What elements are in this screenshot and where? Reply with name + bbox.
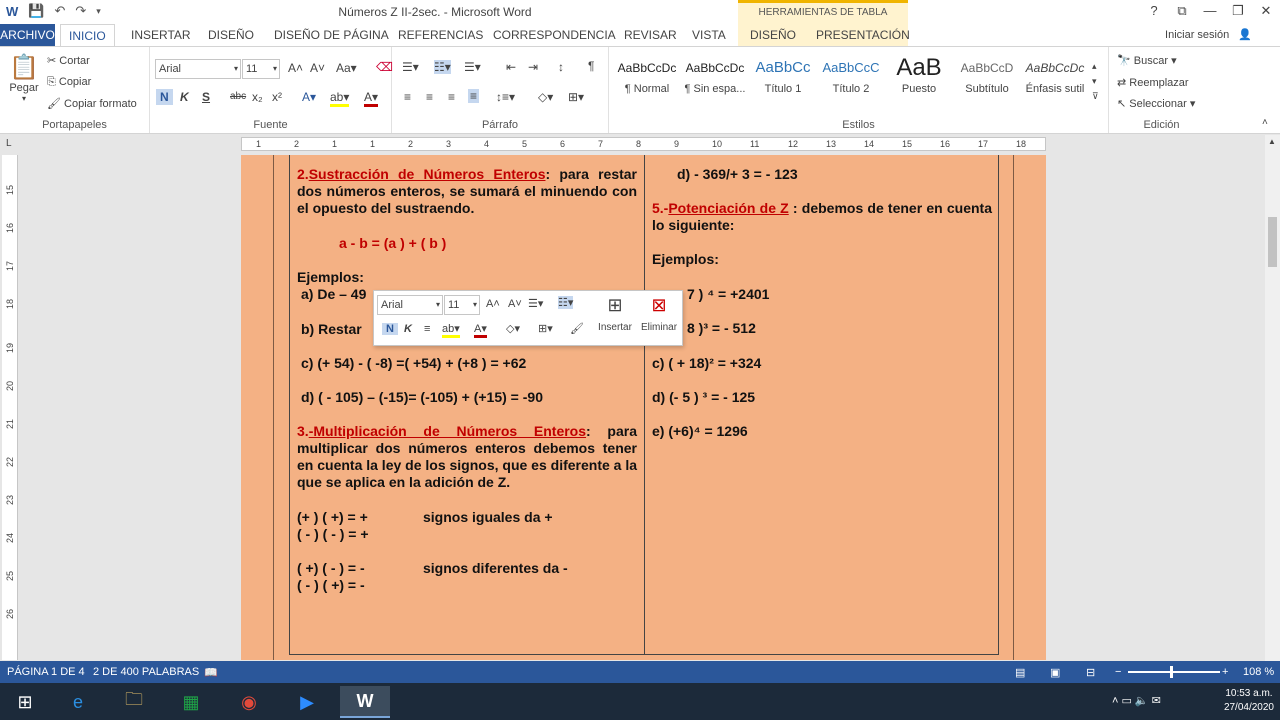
example-c[interactable]: c) (+ 54) - ( -8) =( +54) + (+8 ) = +62 — [301, 355, 527, 371]
highlight-icon[interactable]: ab▾ — [330, 90, 349, 107]
ruler-tick: 13 — [826, 139, 837, 149]
signin-link[interactable]: Iniciar sesión 👤 — [1165, 29, 1252, 41]
power-example-b[interactable]: 8 )³ = - 512 — [687, 320, 756, 336]
mini-shading-icon[interactable]: ◇▾ — [506, 323, 520, 335]
heading-multiplicacion: -Multiplicación de Números Enteros — [308, 423, 587, 439]
file-explorer-icon[interactable]: 🗀 — [125, 689, 143, 709]
vruler-tick: 19 — [5, 342, 16, 354]
shading-icon[interactable]: ◇▾ — [538, 90, 554, 104]
justify-icon[interactable]: ≡ — [470, 89, 478, 103]
chevron-down-icon: ▾ — [21, 94, 26, 103]
tab-insertar[interactable]: INSERTAR — [131, 28, 191, 42]
division-example-d[interactable]: d) - 369/+ 3 = - 123 — [677, 166, 798, 182]
column-separator[interactable] — [644, 155, 645, 655]
mini-toolbar — [373, 290, 683, 346]
power-example-d[interactable]: d) (- 5 ) ³ = - 125 — [652, 389, 756, 405]
shrink-font-icon[interactable]: A˅ — [310, 61, 326, 75]
numbering-icon[interactable]: ☷▾ — [434, 60, 451, 74]
sign-rule-equal[interactable]: signos iguales da + — [423, 509, 553, 525]
bold-button[interactable]: N — [156, 89, 173, 105]
ruler-tick: 15 — [902, 139, 913, 149]
font-color-icon[interactable]: A▾ — [364, 90, 378, 107]
table-insert-icon: ⊞ — [607, 295, 623, 315]
align-left-icon[interactable]: ≡ — [404, 90, 412, 104]
paragraph-multiplicacion[interactable]: 3.-Multiplicación de Números Enteros: para multiplicar dos números enteros debemos tener en cuenta la ley de los signos, que es diferente a la que se aplica en la adición de Z. — [297, 423, 638, 490]
proofing-icon[interactable]: 📖 — [204, 667, 218, 679]
ruler-tick: 3 — [446, 139, 452, 149]
style-normal[interactable]: AaBbCcDc ¶ Normal — [617, 61, 677, 95]
word-taskbar-icon[interactable]: W — [340, 686, 390, 718]
chevron-down-icon: ▾ — [272, 64, 277, 73]
sort-icon[interactable]: ↕ — [558, 60, 564, 74]
ruler-tick: 4 — [484, 139, 490, 149]
ruler-tick: 11 — [750, 139, 760, 149]
collapse-ribbon-icon[interactable]: ˄ — [1262, 117, 1268, 128]
vruler-tick: 22 — [5, 456, 16, 468]
vruler-tick: 25 — [5, 570, 16, 582]
select-button[interactable]: ↖ Seleccionar ▾ — [1117, 98, 1196, 110]
ruler-tick: 12 — [788, 139, 799, 149]
window-title: Números Z II-2sec. - Microsoft Word — [338, 5, 532, 19]
style-subtitulo[interactable]: AaBbCcD Subtítulo — [960, 61, 1014, 95]
grow-font-icon[interactable]: A˄ — [486, 298, 500, 310]
ribbon-tabs — [0, 24, 1280, 46]
heading-sustraccion: Sustracción de Números Enteros — [308, 166, 546, 182]
scroll-up-icon[interactable]: ▲ — [1268, 137, 1276, 146]
mini-size-combo[interactable]: 11 ▾ — [444, 295, 480, 315]
ejemplos-right[interactable]: Ejemplos: — [652, 251, 719, 267]
decrease-indent-icon[interactable]: ⇤ — [506, 60, 517, 74]
window-controls — [1140, 0, 1280, 22]
tab-diseno[interactable]: DISEÑO — [208, 28, 255, 42]
horizontal-ruler — [0, 135, 1280, 153]
document-page[interactable] — [241, 155, 1046, 660]
vruler-tick: 20 — [5, 380, 16, 392]
ruler-tick: 10 — [712, 139, 723, 149]
change-case-icon[interactable]: Aa▾ — [336, 61, 357, 75]
ribbon — [0, 46, 1280, 134]
format-painter-button[interactable]: 🖌 Copiar formato — [47, 98, 137, 110]
binoculars-icon: 🔭 — [1117, 55, 1131, 67]
zoom-out-icon[interactable]: − — [1115, 666, 1122, 678]
styles-scroll-icon[interactable]: ▴ ▾ ⊽ — [1092, 61, 1099, 101]
ruler-tick: 5 — [522, 139, 528, 149]
ruler-tick: 1 — [332, 139, 338, 149]
user-icon: 👤 — [1238, 29, 1252, 41]
ruler-track[interactable] — [241, 137, 1046, 151]
tab-referencias[interactable]: REFERENCIAS — [398, 28, 484, 42]
mini-borders-icon[interactable]: ⊞▾ — [538, 323, 553, 335]
ruler-tick: 14 — [864, 139, 875, 149]
tab-selector-icon[interactable]: L — [6, 138, 12, 149]
web-layout-icon[interactable]: ⊟ — [1086, 667, 1096, 679]
ruler-tick: 9 — [674, 139, 680, 149]
zoom-level[interactable]: 108 % — [1243, 666, 1275, 678]
tab-diseno-pagina[interactable]: DISEÑO DE PÁGINA — [274, 28, 389, 42]
paste-button[interactable]: 📋 Pegar ▾ — [9, 54, 39, 103]
example-a[interactable]: a) De – 49 — [301, 286, 367, 302]
ruler-tick: 16 — [940, 139, 951, 149]
status-bar — [0, 661, 1280, 683]
excel-icon[interactable]: ▦ — [182, 691, 200, 712]
ruler-tick: 18 — [1016, 139, 1027, 149]
power-example-e[interactable]: e) (+6)⁴ = 1296 — [652, 423, 748, 439]
mini-bold-button[interactable]: N — [382, 323, 398, 335]
style-titulo-2[interactable]: AaBbCcC Título 2 — [822, 60, 880, 95]
font-label: Fuente — [253, 119, 288, 131]
content-table[interactable] — [289, 155, 999, 655]
mini-format-painter-icon[interactable]: 🖌 — [570, 323, 584, 335]
mini-center-icon[interactable]: ≡ — [424, 323, 431, 335]
word-count[interactable]: 2 DE 400 PALABRAS — [93, 666, 200, 678]
font-group — [150, 47, 392, 133]
paragraph-sustraccion[interactable]: 2.Sustracción de Números Enteros: para restar dos números enteros, se sumará el minuendo con el opuesto del sustraendo. — [297, 166, 637, 216]
cut-button[interactable]: ✂ Cortar — [47, 55, 90, 67]
copy-icon: ⎘ — [47, 76, 56, 88]
style-enfasis-sutil[interactable]: AaBbCcDc Énfasis sutil — [1025, 61, 1085, 95]
ruler-tick: 8 — [636, 139, 642, 149]
editing-label: Edición — [1143, 119, 1180, 131]
styles-label: Estilos — [842, 119, 875, 131]
line-spacing-icon[interactable]: ↕≡▾ — [496, 90, 516, 104]
font-name-combo[interactable]: Arial ▾ — [155, 59, 241, 79]
vruler-tick: 24 — [5, 532, 16, 544]
vruler-tick: 26 — [5, 608, 16, 620]
save-icon[interactable]: 💾 — [28, 3, 45, 18]
mini-font-combo[interactable]: Arial ▾ — [377, 295, 443, 315]
text-effects-icon[interactable]: A▾ — [302, 90, 317, 104]
tab-vista[interactable]: VISTA — [692, 28, 726, 42]
heading-potenciacion: Potenciación de Z — [668, 200, 789, 216]
minimize-button[interactable]: — — [1203, 3, 1217, 18]
tab-correspondencia[interactable]: CORRESPONDENCIA — [493, 28, 616, 42]
redo-icon[interactable]: ↷ — [75, 3, 87, 18]
align-center-icon[interactable]: ≡ — [426, 90, 434, 104]
power-example-a[interactable]: 7 ) ⁴ = +2401 — [687, 286, 770, 302]
ejemplos-left[interactable]: Ejemplos: — [297, 269, 364, 285]
clipboard-label: Portapapeles — [42, 119, 107, 131]
windows-start-icon[interactable]: ⊞ — [17, 691, 33, 712]
zoom-in-icon[interactable]: + — [1222, 666, 1229, 678]
strikethrough-button[interactable]: abc — [230, 91, 247, 102]
vruler-tick: 21 — [5, 418, 16, 430]
internet-explorer-icon[interactable]: e — [72, 691, 83, 712]
word-icon: W — [6, 3, 19, 19]
mini-italic-button[interactable]: K — [404, 323, 412, 335]
scroll-thumb[interactable] — [1268, 217, 1277, 267]
tab-table-diseno[interactable]: DISEÑO — [738, 24, 808, 46]
mini-highlight-icon[interactable]: ab▾ — [442, 322, 460, 338]
vruler-tick: 23 — [5, 494, 16, 506]
page-border-left — [273, 155, 274, 660]
borders-icon[interactable]: ⊞▾ — [568, 90, 585, 104]
replace-button[interactable]: ⇄ Reemplazar — [1117, 77, 1189, 89]
zoom-slider[interactable] — [1128, 671, 1220, 673]
increase-indent-icon[interactable]: ⇥ — [528, 60, 539, 74]
paragraph-potenciacion[interactable]: 5.-Potenciación de Z : debemos de tener en cuenta lo siguiente: — [652, 200, 992, 233]
read-mode-icon[interactable]: ▤ — [1015, 667, 1026, 679]
bullets-icon[interactable]: ☰▾ — [528, 298, 544, 310]
mini-delete-button[interactable]: ⊠ Eliminar — [636, 295, 682, 333]
mini-insert-button[interactable]: ⊞ Insertar — [590, 295, 640, 333]
power-example-c[interactable]: c) ( + 18)² = +324 — [652, 355, 762, 371]
zoom-thumb[interactable] — [1170, 666, 1173, 678]
sign-rule-3[interactable]: ( +) ( - ) = - — [297, 560, 365, 576]
table-delete-icon: ⊠ — [651, 295, 667, 315]
example-d[interactable]: d) ( - 105) – (-15)= (-105) + (+15) = -90 — [301, 389, 543, 405]
chevron-down-icon: ▾ — [472, 300, 477, 309]
ruler-tick: 2 — [408, 139, 414, 149]
vruler-tick: 17 — [5, 260, 16, 272]
editing-group — [1109, 47, 1214, 133]
paragraph-group — [392, 47, 609, 133]
replace-icon: ⇄ — [1117, 77, 1127, 89]
tab-presentacion[interactable]: PRESENTACIÓN — [808, 24, 908, 46]
formula-subtraction[interactable]: a - b = (a ) + ( b ) — [339, 235, 447, 251]
chevron-down-icon: ▾ — [435, 300, 440, 309]
align-right-icon[interactable]: ≡ — [448, 90, 456, 104]
vruler-tick: 15 — [5, 184, 16, 196]
cursor-icon: ↖ — [1117, 98, 1127, 110]
chrome-icon[interactable]: ◉ — [241, 691, 257, 712]
vertical-scrollbar[interactable] — [1265, 135, 1280, 661]
font-size-combo[interactable]: 11 ▾ — [242, 59, 280, 79]
vruler-tick: 18 — [5, 298, 16, 310]
find-button[interactable]: 🔭 Buscar ▾ — [1117, 55, 1177, 67]
ruler-tick: 1 — [370, 139, 376, 149]
sign-rule-1[interactable]: (+ ) ( +) = + — [297, 509, 368, 525]
scissors-icon: ✂ — [47, 55, 57, 67]
tab-inicio[interactable]: INICIO — [60, 24, 115, 47]
clear-format-icon[interactable]: ⌫ — [376, 60, 393, 74]
close-button[interactable]: ✕ — [1260, 3, 1272, 18]
page-border-right — [1013, 155, 1014, 660]
ruler-tick: 6 — [560, 139, 566, 149]
copy-button[interactable]: ⎘ Copiar — [47, 76, 92, 88]
shrink-font-icon[interactable]: A˅ — [508, 298, 522, 310]
page-count[interactable]: PÁGINA 1 DE 4 — [7, 666, 85, 678]
mini-font-color-icon[interactable]: A▾ — [474, 322, 487, 338]
brush-icon: 🖌 — [47, 98, 61, 110]
ribbon-display-icon[interactable]: ⧉ — [1177, 3, 1187, 18]
customize-qat-icon[interactable]: ▾ — [96, 5, 101, 16]
table-tools-header: HERRAMIENTAS DE TABLA — [738, 0, 908, 24]
ruler-tick: 2 — [294, 139, 300, 149]
clipboard-group — [0, 47, 150, 133]
subscript-button[interactable]: x₂ — [252, 90, 263, 104]
vertical-ruler — [2, 155, 18, 660]
style-sin-espaciado[interactable]: AaBbCcDc ¶ Sin espa... — [684, 61, 746, 95]
grow-font-icon[interactable]: A˄ — [288, 61, 304, 75]
windows-taskbar — [0, 683, 1280, 720]
tab-revisar[interactable]: REVISAR — [624, 28, 677, 42]
superscript-button[interactable]: x² — [272, 90, 282, 104]
clock[interactable]: 10:53 a.m. 27/04/2020 — [1223, 688, 1274, 713]
chevron-down-icon: ▾ — [233, 64, 238, 73]
example-b[interactable]: b) Restar — [301, 321, 362, 337]
style-titulo-1[interactable]: AaBbCc Título 1 — [755, 59, 811, 95]
vruler-tick: 16 — [5, 222, 16, 234]
pilcrow-icon[interactable]: ¶ — [588, 59, 595, 73]
bullets-icon[interactable]: ☰▾ — [402, 60, 419, 74]
zoom-app-icon[interactable]: ▶ — [300, 691, 314, 712]
help-button[interactable]: ? — [1150, 3, 1158, 18]
sign-rule-4[interactable]: ( - ) ( +) = - — [297, 577, 365, 593]
paragraph-label: Párrafo — [481, 119, 519, 131]
italic-button[interactable]: K — [180, 90, 189, 104]
system-tray-icons[interactable]: ˄ ▭ 🔈 ✉ — [1112, 695, 1161, 707]
print-layout-icon[interactable]: ▣ — [1050, 667, 1061, 679]
title-bar — [0, 0, 1280, 24]
sign-rule-diff[interactable]: signos diferentes da - — [423, 560, 568, 576]
clipboard-icon: 📋 — [9, 54, 39, 81]
multilevel-list-icon[interactable]: ☰▾ — [464, 60, 481, 74]
ruler-tick: 1 — [256, 139, 262, 149]
ruler-tick: 17 — [978, 139, 989, 149]
underline-button[interactable]: S — [202, 90, 211, 104]
undo-icon[interactable]: ↶ — [54, 3, 66, 18]
sign-rule-2[interactable]: ( - ) ( - ) = + — [297, 526, 369, 542]
numbering-icon[interactable]: ☷▾ — [558, 297, 574, 309]
styles-group — [609, 47, 1109, 133]
style-puesto[interactable]: AaB Puesto — [896, 57, 942, 95]
ruler-tick: 7 — [598, 139, 604, 149]
tab-archivo[interactable]: ARCHIVO — [0, 24, 55, 46]
restore-button[interactable]: ❐ — [1232, 3, 1244, 18]
